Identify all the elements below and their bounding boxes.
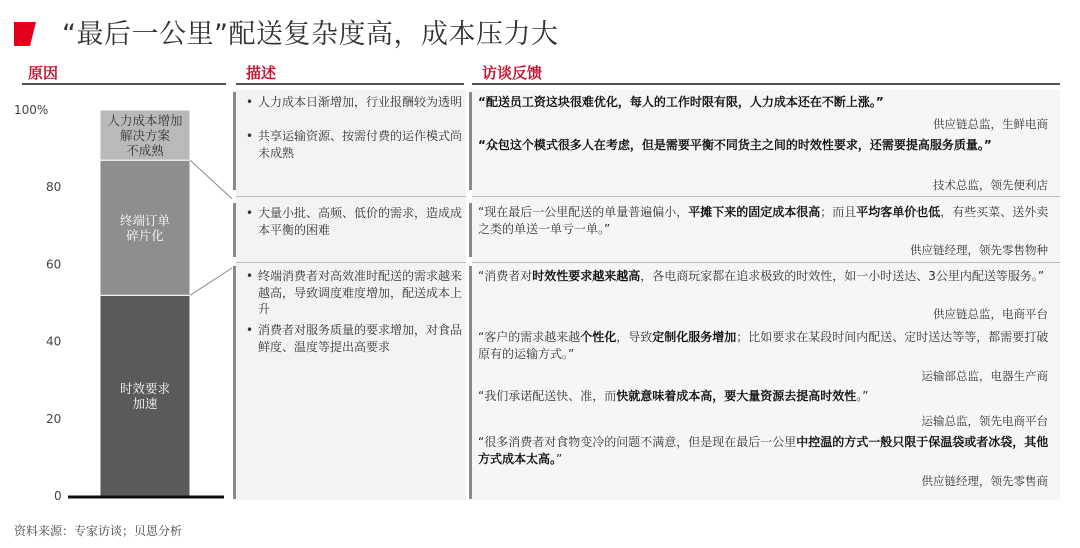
y-tick-label: 80 (46, 180, 62, 195)
separator-desc-2 (236, 262, 466, 263)
quote-attribution: 运输部总监，电器生产商 (921, 369, 1048, 383)
group-bar-1 (233, 92, 236, 190)
quote-segment: ；比如要求在某段时间内配送、定时送达等等，都需要打破原有的运输方式。” (478, 330, 1049, 361)
segment-label: 解决方案 (119, 128, 171, 144)
connector-line (190, 160, 232, 199)
y-tick-label: 20 (46, 411, 62, 426)
quote-text (478, 94, 1053, 111)
group-bar-2 (233, 203, 236, 257)
quote-segment: ，各电商玩家都在追求极致的时效性，如一小时送达、3公里内配送等服务。” (640, 269, 1045, 283)
quote-attribution: 供应链经理，领先零售物种 (910, 243, 1048, 257)
segment-label: 加速 (132, 396, 158, 412)
header-rule-feedback (472, 83, 1060, 85)
segment-label: 终端订单 (119, 213, 171, 229)
quote-text (478, 268, 1053, 285)
header-rule-description (236, 83, 464, 85)
header-feedback: 访谈反馈 (482, 64, 543, 82)
y-tick-label: 60 (46, 257, 62, 272)
description-item: • 消费者对服务质量的要求增加，对食品鲜度、温度等提出高要求 (258, 322, 464, 355)
feedback-bar-2 (469, 203, 472, 257)
quote-segment: “消费者对 (478, 269, 533, 283)
quote-bold-segment: 中控温的方式一般只限于保温袋或者冰袋，其他方式成本太高。 (478, 435, 1049, 466)
page-title: “最后一公里”配送复杂度高，成本压力大 (62, 19, 559, 50)
segment-label: 不成熟 (126, 143, 164, 159)
description-item: • 大量小批、高频、低价的需求，造成成本平衡的困难 (258, 205, 464, 238)
quote-text (478, 388, 1053, 405)
quote-text (478, 434, 1053, 468)
quote-segment: ，有些买菜、送外卖之类的单送一单亏一单。” (478, 205, 1049, 236)
quote-segment: “现在最后一公里配送的单量普遍偏小， (478, 205, 689, 219)
stacked-bar-chart (12, 90, 237, 502)
quote-bold-segment: “配送员工资这块很难优化，每人的工作时限有限，人力成本还在不断上涨。” (478, 95, 884, 109)
separator-feedback-2 (472, 262, 1060, 263)
separator-desc-1 (236, 196, 466, 197)
quote-text (478, 329, 1053, 363)
quote-bold-segment: 定制化服务增加 (652, 330, 737, 344)
brand-slash-logo (12, 18, 46, 48)
quote-segment: ；而且 (820, 205, 857, 219)
quote-bold-segment: “众包这个模式很多人在考虑，但是需要平衡不同货主之间的时效性要求，还需要提高服务质量。” (478, 138, 992, 152)
y-tick-label: 40 (46, 334, 62, 349)
quote-attribution: 供应链经理，领先零售商 (921, 474, 1048, 488)
quote-text (478, 204, 1053, 238)
source-note: 资料来源：专家访谈；贝恩分析 (14, 524, 183, 538)
feedback-bar-3 (469, 266, 472, 499)
segment-label: 碎片化 (126, 228, 164, 244)
quote-bold-segment: 时效性要求越来越高 (532, 269, 641, 283)
group-bar-3 (233, 266, 236, 499)
segment-label: 时效要求 (119, 381, 171, 397)
segment-label: 人力成本增加 (107, 113, 183, 129)
feedback-bar-1 (469, 92, 472, 190)
quote-text (478, 137, 1053, 154)
quote-bold-segment: 个性化 (580, 330, 617, 344)
header-description: 描述 (246, 64, 277, 82)
description-item: • 终端消费者对高效准时配送的需求越来越高，导致调度难度增加，配送成本上升 (258, 268, 464, 318)
quote-bold-segment: 平均客单价也低 (856, 205, 941, 219)
description-item: • 共享运输资源、按需付费的运作模式尚未成熟 (258, 128, 464, 161)
quote-segment: “我们承诺配送快、准，而 (478, 389, 617, 403)
quote-bold-segment: 快就意味着成本高，要大量资源去提高时效性 (616, 389, 857, 403)
separator-feedback-1 (472, 196, 1060, 197)
quote-bold-segment: 平摊下来的固定成本很高 (688, 205, 821, 219)
y-tick-label: 100% (14, 103, 49, 117)
y-tick-label: 0 (54, 489, 62, 502)
quote-segment: “很多消费者对食物变冷的问题不满意，但是现在最后一公里 (478, 435, 797, 449)
quote-attribution: 供应链总监，生鲜电商 (933, 117, 1048, 131)
quote-segment: 。” (856, 389, 869, 403)
quote-attribution: 技术总监，领先便利店 (933, 178, 1048, 192)
header-rule-reason (22, 83, 226, 85)
quote-segment: ” (556, 452, 563, 466)
quote-segment: “客户的需求越来越 (478, 330, 581, 344)
quote-segment: ，导致 (616, 330, 653, 344)
header-reason: 原因 (28, 64, 59, 82)
connector-line (190, 268, 232, 295)
description-item: • 人力成本日渐增加，行业报酬较为透明 (258, 94, 464, 111)
quote-attribution: 运输总监，领先电商平台 (921, 414, 1048, 428)
quote-attribution: 供应链总监，电商平台 (933, 307, 1048, 321)
